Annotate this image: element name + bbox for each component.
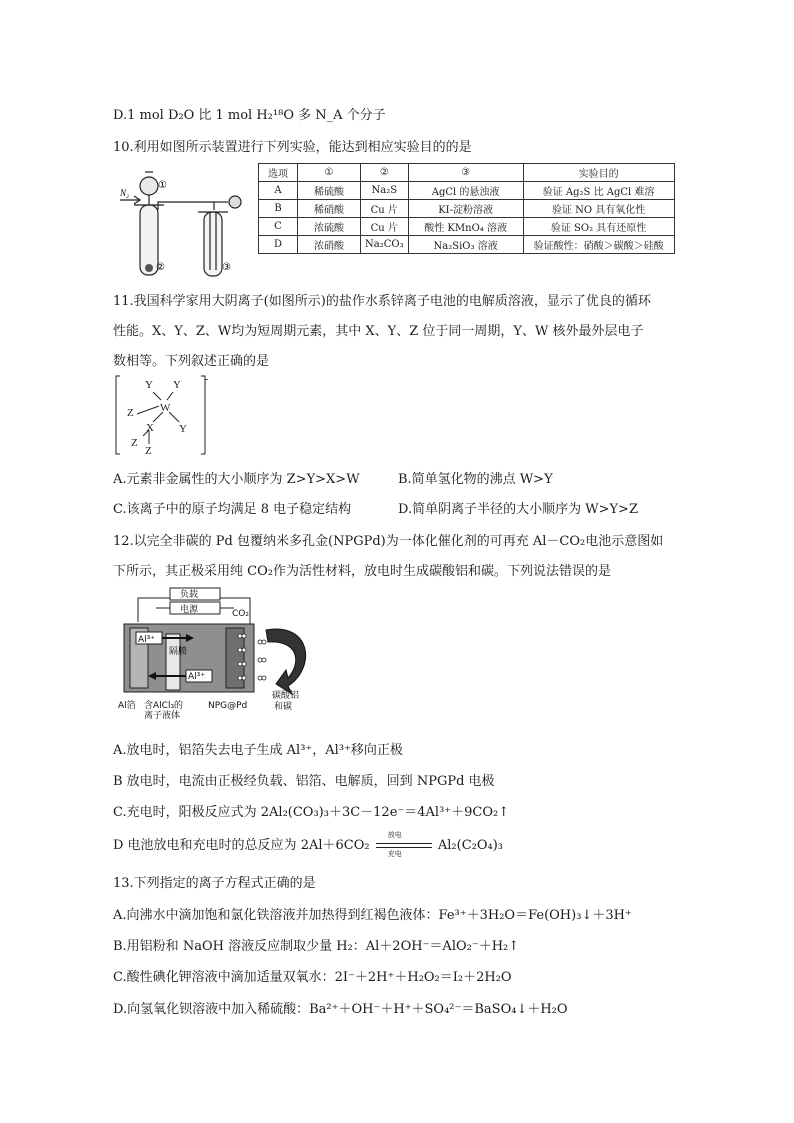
table-row [259, 182, 675, 200]
electrolyte-label: 含AlCl₃的 [144, 701, 184, 711]
table-cell: 稀硝酸 [298, 200, 361, 218]
atom-z: Z [131, 437, 138, 449]
q11-option-a: A.元素非金属性的大小顺序为 Z>Y>X>W [113, 472, 360, 487]
q11-option-d: D.简单阴离子半径的大小顺序为 W>Y>Z [398, 502, 638, 517]
load-label: 负载 [180, 590, 199, 600]
q13-option-a: A.向沸水中滴加饱和氯化铁溶液并加热得到红褐色液体：Fe³⁺＋3H₂O＝Fe(OH)₃↓＋3H⁺ [113, 908, 632, 923]
atom-x: X [146, 422, 154, 434]
q11-option-b: B.简单氢化物的沸点 W>Y [398, 472, 553, 487]
q13-option-c: C.酸性碘化钾溶液中滴加适量双氧水：2I⁻＋2H⁺＋H₂O₂＝I₂＋2H₂O [113, 970, 512, 985]
table-cell: 验证酸性：硝酸＞碳酸＞硅酸 [523, 236, 674, 254]
npg-label: NPG@Pd [208, 701, 248, 711]
q13-stem: 13.下列指定的离子方程式正确的是 [113, 876, 316, 891]
table-cell: 酸性 KMnO₄ 溶液 [408, 218, 523, 236]
table-cell: Cu 片 [361, 200, 409, 218]
separator-label: 隔膜 [169, 647, 188, 657]
reversible-arrow [374, 830, 434, 858]
atom-y: Y [179, 423, 187, 435]
q12-option-a: A.放电时，铝箔失去电子生成 Al³⁺，Al³⁺移向正极 [113, 743, 403, 758]
charge: - [205, 374, 209, 385]
header-cell: ① [298, 164, 361, 182]
table-cell: Cu 片 [361, 218, 409, 236]
electrolyte-label: 离子液体 [144, 711, 181, 721]
n2-label: N₂ [120, 188, 130, 198]
q11-anion-structure [113, 374, 213, 458]
al-ion-label: Al³⁺ [188, 672, 206, 682]
q12-stem-line2: 下所示，其正极采用纯 CO₂作为活性材料，放电时生成碳酸铝和碳。下列说法错误的是 [113, 564, 611, 579]
q13-option-b: B.用铝粉和 NaOH 溶液反应制取少量 H₂：Al＋2OH⁻＝AlO₂⁻＋H₂↑ [113, 939, 520, 954]
table-cell: 验证 SO₂ 具有还原性 [523, 218, 674, 236]
atom-z: Z [127, 407, 134, 419]
table-row [259, 200, 675, 218]
header-cell: ③ [408, 164, 523, 182]
header-cell: 选项 [259, 164, 298, 182]
q12-option-b: B 放电时，电流由正极经负载、铝箔、电解质，回到 NPGPd 电极 [113, 774, 495, 789]
label-1: ① [158, 180, 167, 191]
table-cell: A [259, 182, 298, 200]
table-cell: KI-淀粉溶液 [408, 200, 523, 218]
power-label: 电源 [180, 605, 199, 615]
table-cell: AgCl 的悬浊液 [408, 182, 523, 200]
atom-y: Y [145, 379, 153, 391]
atom-y: Y [173, 379, 181, 391]
q11-stem-line2: 性能。X、Y、Z、W均为短周期元素，其中 X、Y、Z 位于同一周期，Y、W 核外最外层电子 [113, 324, 644, 339]
atom-z: Z [145, 445, 152, 457]
table-cell: Na₂CO₃ [361, 236, 409, 254]
q9-option-d: D.1 mol D₂O 比 1 mol H₂¹⁸O 多 N_A 个分子 [113, 108, 386, 123]
product-label: 碳酸铝 [272, 691, 300, 701]
table-cell: 浓硝酸 [298, 236, 361, 254]
table-cell: 稀硫酸 [298, 182, 361, 200]
q12-stem-line1: 12.以完全非碳的 Pd 包覆纳米多孔金(NPGPd)为一体化催化剂的可再充 Al－CO₂电池示意图如 [113, 534, 664, 549]
label-2: ② [156, 262, 165, 273]
table-row [259, 236, 675, 254]
co2-label: CO₂ [232, 609, 249, 619]
charge-label: 充电 [387, 849, 402, 858]
table-cell: Na₂S [361, 182, 409, 200]
q12-option-c: C.充电时，阳极反应式为 2Al₂(CO₃)₃＋3C－12e⁻＝4Al³⁺＋9CO₂↑ [113, 805, 510, 820]
table-cell: B [259, 200, 298, 218]
header-cell: ② [361, 164, 409, 182]
header-cell: 实验目的 [523, 164, 674, 182]
q12-battery-diagram [116, 582, 326, 722]
table-cell: 浓硫酸 [298, 218, 361, 236]
label-3: ③ [222, 262, 231, 273]
q10-stem: 10.利用如图所示装置进行下列实验，能达到相应实验目的的是 [113, 140, 472, 155]
table-cell: 验证 NO 具有氧化性 [523, 200, 674, 218]
q11-stem-line3: 数相等。下列叙述正确的是 [113, 354, 270, 369]
table-cell: D [259, 236, 298, 254]
al-foil-label: Al箔 [118, 701, 136, 711]
table-cell: C [259, 218, 298, 236]
q12-option-d [113, 830, 504, 858]
q10-apparatus-diagram [116, 160, 256, 280]
table-header-row [259, 164, 675, 182]
table-cell: Na₂SiO₃ 溶液 [408, 236, 523, 254]
q11-option-c: C.该离子中的原子均满足 8 电子稳定结构 [113, 502, 352, 517]
al-ion-label: Al³⁺ [138, 635, 156, 645]
product-label: 和碳 [274, 702, 293, 712]
q13-option-d: D.向氢氧化钡溶液中加入稀硫酸：Ba²⁺＋OH⁻＋H⁺＋SO₄²⁻＝BaSO₄↓＋H₂O [113, 1002, 568, 1017]
atom-w: W [160, 402, 171, 414]
q11-stem-line1: 11.我国科学家用大阴离子(如图所示)的盐作水系锌离子电池的电解质溶液，显示了优良的循环 [113, 294, 651, 309]
q10-experiment-table [258, 163, 675, 254]
table-row [259, 218, 675, 236]
table-cell: 验证 Ag₂S 比 AgCl 难溶 [523, 182, 674, 200]
option-d-suffix: Al₂(C₂O₄)₃ [437, 838, 504, 853]
discharge-label: 放电 [387, 830, 402, 839]
option-d-prefix: D 电池放电和充电时的总反应为 2Al＋6CO₂ [113, 838, 370, 853]
